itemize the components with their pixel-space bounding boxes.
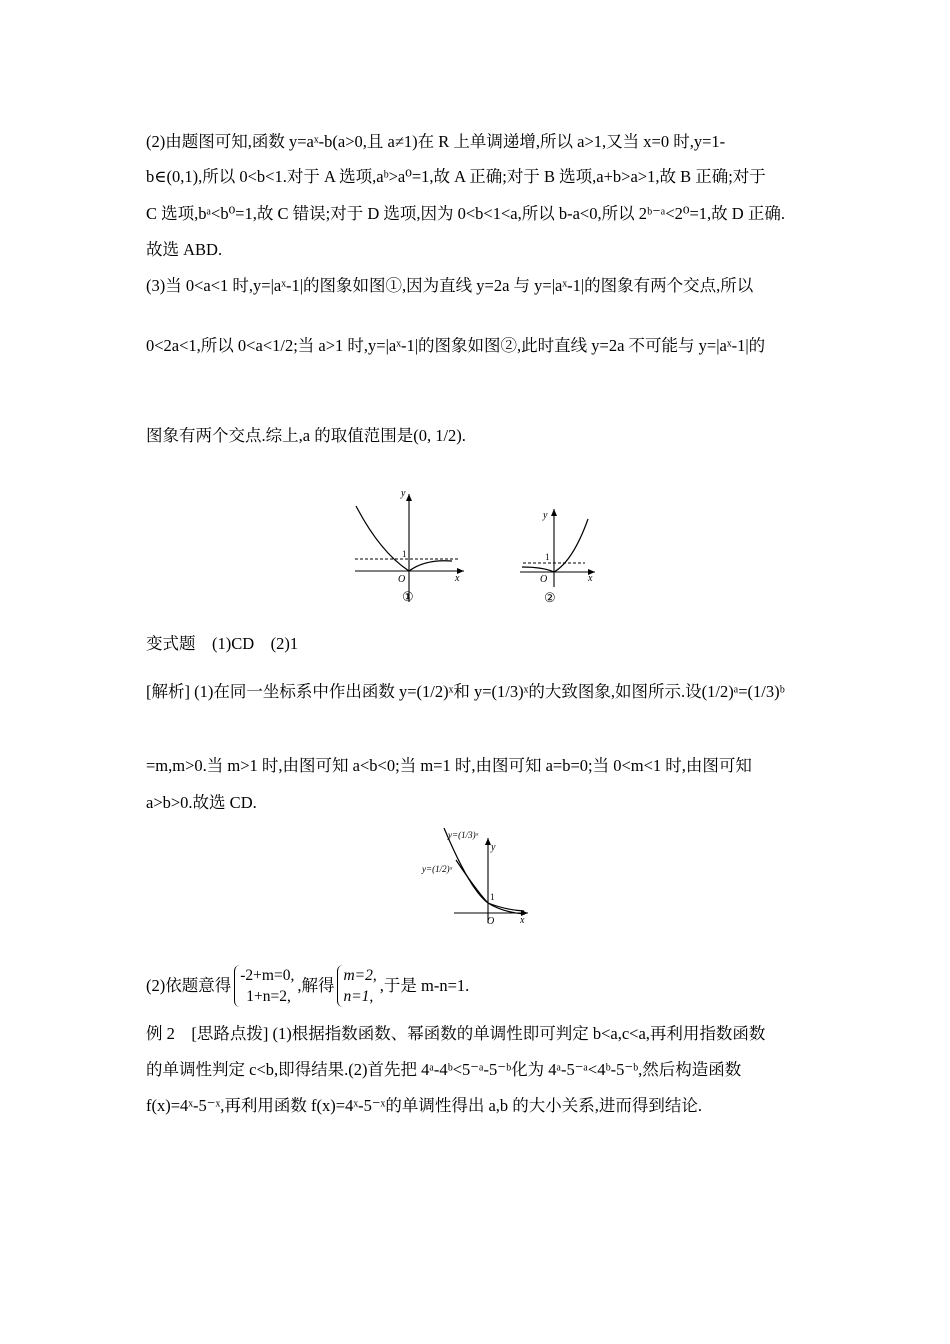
svg-text:1: 1 [545,552,550,562]
equation-row: m=2, [343,967,377,984]
text-line: 0<2a<1,所以 0<a<1/2;当 a>1 时,y=|aˣ-1|的图象如图②,此时直线 y=2a 不可能与 y=|aˣ-1|的 [146,336,766,355]
equation-row: -2+m=0, [240,967,295,984]
text-line: C 选项,bᵃ<b⁰=1,故 C 错误;对于 D 选项,因为 0<b<1<a,所以 b-a<0,所以 2ᵇ⁻ᵃ<2⁰=1,故 D 正确. [146,204,785,223]
svg-text:x: x [588,573,593,584]
text-line: 的单调性判定 c<b,即得结果.(2)首先把 4ᵃ-4ᵇ<5⁻ᵃ-5⁻ᵇ化为 4ᵃ-5⁻ᵃ<4ᵇ-5⁻ᵇ,然后构造函数 [146,1060,742,1079]
svg-text:y: y [543,510,548,521]
variant-title: 变式题 (1)CD (2)1 [146,634,299,653]
text-line: b∈(0,1),所以 0<b<1.对于 A 选项,aᵇ>a⁰=1,故 A 正确;对于 B 选项,a+b>a>1,故 B 正确;对于 [146,167,766,186]
text-span: ,解得 [297,976,335,995]
text-line: (2)由题图可知,函数 y=aˣ-b(a>0,且 a≠1)在 R 上单调递增,所以 a>1,又当 x=0 时,y=1- [146,132,726,151]
equation-system [234,965,297,1007]
svg-text:y=(1/3)ˣ: y=(1/3)ˣ [448,830,479,840]
svg-text:y: y [491,842,496,853]
svg-text:x: x [455,573,460,584]
equation-row: n=1, [343,988,374,1005]
text-line: 故选 ABD. [146,240,223,259]
svg-text:O: O [398,574,406,585]
text-line: (3)当 0<a<1 时,y=|aˣ-1|的图象如图①,因为直线 y=2a 与 y=|aˣ-1|的图象有两个交点,所以 [146,276,754,295]
text-line: f(x)=4ˣ-5⁻ˣ,再利用函数 f(x)=4ˣ-5⁻ˣ的单调性得出 a,b 的大小关系,进而得到结论. [146,1096,703,1115]
svg-text:②: ② [544,590,556,605]
svg-text:y: y [401,488,406,499]
svg-text:①: ① [402,589,414,604]
svg-text:1: 1 [402,549,407,559]
svg-text:x: x [520,915,525,926]
equation-line [146,962,469,1010]
text-line: 图象有两个交点.综上,a 的取值范围是(0, 1/2). [146,426,466,445]
figure-3 [420,820,535,930]
svg-text:y=(1/2)ˣ: y=(1/2)ˣ [422,864,453,874]
text-line: =m,m>0.当 m>1 时,由图可知 a<b<0;当 m=1 时,由图可知 a=b=0;当 0<m<1 时,由图可知 [146,756,752,775]
text-span: ,于是 m-n=1. [379,976,470,995]
text-line: 例 2 [思路点拨] (1)根据指数函数、幂函数的单调性即可判定 b<a,c<a,再利用指数函数 [146,1024,766,1043]
svg-text:1: 1 [490,892,495,902]
text-line: [解析] (1)在同一坐标系中作出函数 y=(1/2)ˣ和 y=(1/3)ˣ的大致图象,如图所示.设(1/2)ᵃ=(1/3)ᵇ [146,682,785,701]
svg-text:O: O [540,574,548,585]
equation-row: 1+n=2, [246,988,291,1005]
equation-system [337,965,379,1007]
text-span: (2)依题意得 [146,976,232,995]
figure-2 [515,505,605,607]
figure-1 [340,488,470,608]
svg-text:O: O [487,916,495,927]
text-line: a>b>0.故选 CD. [146,793,257,812]
